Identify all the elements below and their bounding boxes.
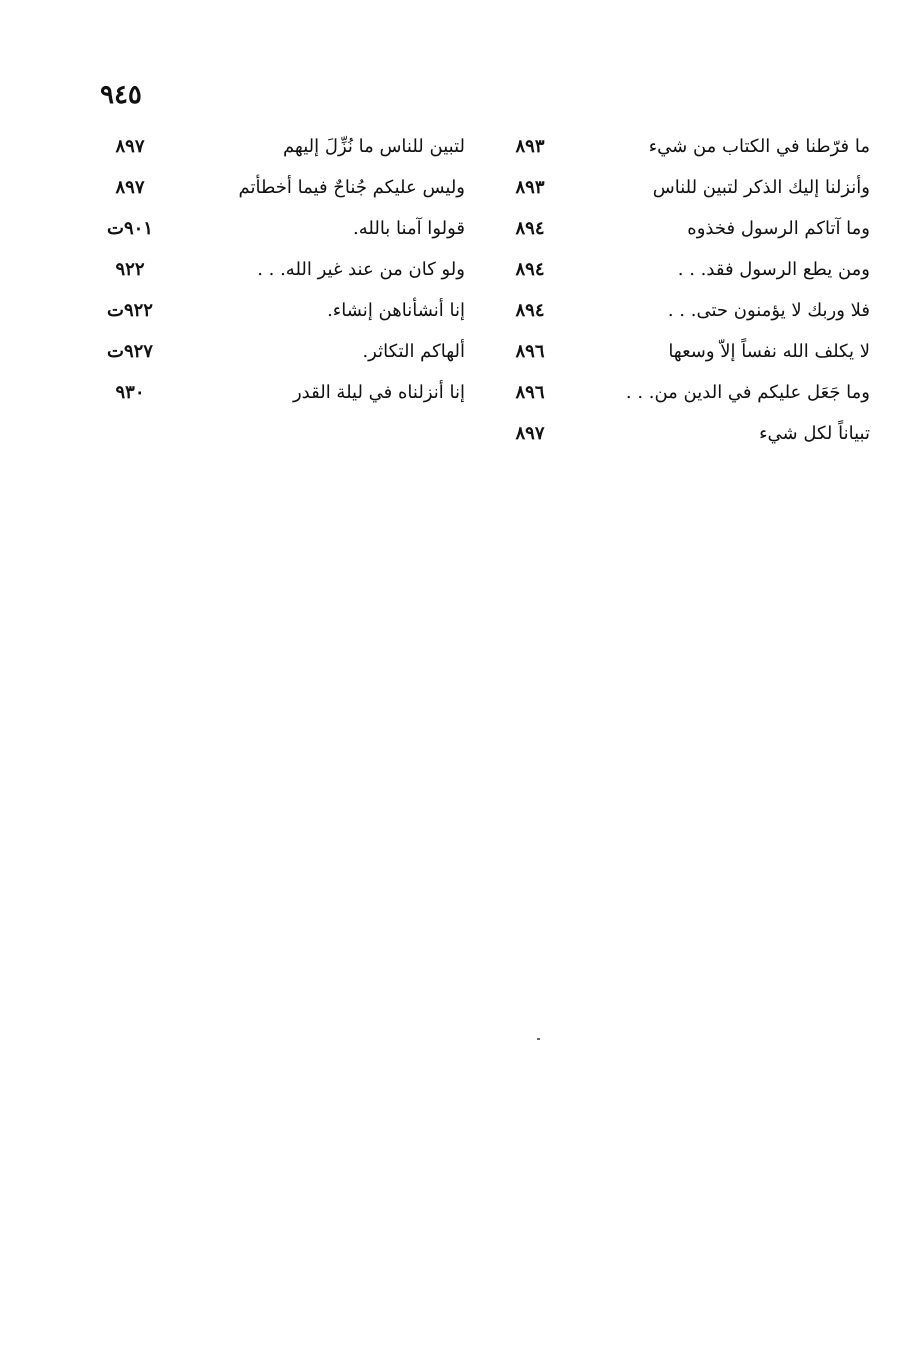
entry-phrase: قولوا آمنا بالله. xyxy=(353,218,465,239)
entry-phrase: ومن يطع الرسول فقد. . . xyxy=(677,259,870,280)
index-entry xyxy=(505,337,870,378)
entry-phrase: إنا أنشأناهن إنشاء. xyxy=(327,300,465,321)
entry-phrase: إنا أنزلناه في ليلة القدر xyxy=(292,382,465,403)
index-entry xyxy=(505,378,870,419)
index-entry xyxy=(85,173,465,214)
entry-phrase: فلا وربك لا يؤمنون حتى. . . xyxy=(667,300,870,321)
index-entry xyxy=(505,419,870,460)
entry-phrase: لتبين للناس ما نُزِّلَ إليهم xyxy=(282,136,465,157)
entry-phrase: وأنزلنا إليك الذكر لتبين للناس xyxy=(652,177,870,198)
index-entry xyxy=(85,214,465,255)
entry-phrase: ألهاكم التكاثر. xyxy=(362,341,465,362)
index-entry xyxy=(85,255,465,296)
index-entry xyxy=(505,132,870,173)
index-column-left xyxy=(85,132,465,419)
page-number: ٩٤٥ xyxy=(100,80,142,110)
entry-phrase: تبياناً لكل شيء xyxy=(759,423,870,444)
entry-page-ref: ٨٩٧ xyxy=(515,423,545,444)
index-entry xyxy=(85,296,465,337)
entry-page-ref: ٨٩٧ xyxy=(115,177,145,198)
entry-phrase: وما جَعَل عليكم في الدين من. . . xyxy=(625,382,870,403)
entry-phrase: وما آتاكم الرسول فخذوه xyxy=(687,218,870,239)
entry-page-ref: ٨٩٤ xyxy=(515,218,545,239)
entry-page-ref: ٩٠١ت xyxy=(107,218,153,239)
entry-page-ref: ٩٢٧ت xyxy=(107,341,153,362)
entry-page-ref: ٨٩٤ xyxy=(515,300,545,321)
index-entry xyxy=(85,132,465,173)
entry-page-ref: ٩٢٢ت xyxy=(107,300,153,321)
entry-phrase: ما فرّطنا في الكتاب من شيء xyxy=(648,136,870,157)
entry-page-ref: ٨٩٣ xyxy=(515,177,545,198)
index-column-right xyxy=(505,132,870,460)
entry-page-ref: ٩٣٠ xyxy=(115,382,145,403)
entry-phrase: وليس عليكم جُناحٌ فيما أخطأتم xyxy=(238,177,465,198)
index-entry xyxy=(85,337,465,378)
ink-speck xyxy=(537,1038,540,1040)
index-entry xyxy=(505,173,870,214)
entry-page-ref: ٨٩٦ xyxy=(515,341,545,362)
entry-page-ref: ٩٢٢ xyxy=(115,259,145,280)
index-entry xyxy=(85,378,465,419)
index-entry xyxy=(505,255,870,296)
index-entry xyxy=(505,214,870,255)
entry-phrase: لا يكلف الله نفساً إلاّ وسعها xyxy=(668,341,870,362)
entry-page-ref: ٨٩٣ xyxy=(515,136,545,157)
index-entry xyxy=(505,296,870,337)
entry-phrase: ولو كان من عند غير الله. . . xyxy=(257,259,465,280)
entry-page-ref: ٨٩٦ xyxy=(515,382,545,403)
entry-page-ref: ٨٩٤ xyxy=(515,259,545,280)
entry-page-ref: ٨٩٧ xyxy=(115,136,145,157)
